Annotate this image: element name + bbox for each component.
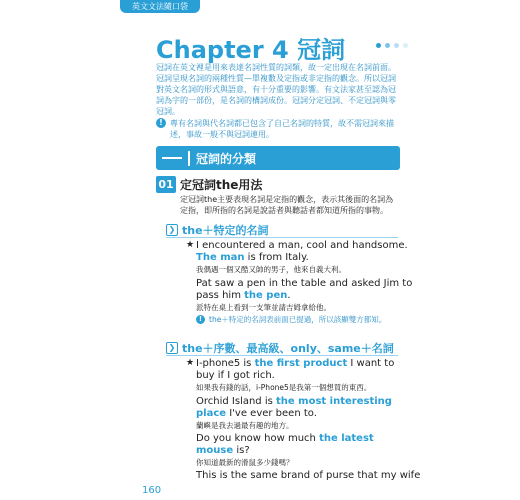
page-number: 160 (142, 485, 162, 496)
example-text: I've ever been to. (226, 408, 317, 419)
chapter-title: Chapter 4 冠詞 (156, 36, 346, 64)
example-text: Do you know how much (196, 433, 320, 444)
dot (394, 43, 399, 48)
header-tab: 英文文法隨口袋 (120, 0, 200, 13)
subsection-number: 01 (156, 176, 176, 193)
topic-heading (166, 340, 394, 356)
example-sentence (196, 278, 414, 302)
divider (188, 151, 190, 166)
example-text: is from Italy. (244, 252, 309, 263)
highlight-phrase: The man (196, 252, 245, 263)
translation: 如果我有錢的話，i-Phone5是我第一個想買的東西。 (196, 383, 372, 392)
example-text: is? (233, 445, 250, 456)
example-sentence (196, 396, 414, 420)
highlight-phrase: the first product (254, 358, 348, 369)
topic-title: the＋序數、最高級、only、same＋名詞 (182, 342, 394, 355)
star-bullet: ★ (186, 358, 195, 368)
tip-text: the＋特定的名詞表前面已提過，所以該顯雙方都知。 (209, 315, 387, 324)
highlight-phrase: the latest mouse (196, 433, 374, 456)
dash-mark (162, 157, 182, 159)
translation: 派特在桌上看到一支筆並請吉姆拿給他。 (196, 303, 331, 312)
example-sentence (196, 358, 414, 382)
example-text: Orchid Island is (196, 396, 276, 407)
translation: 蘭嶼是我去過最有趣的地方。 (196, 421, 294, 430)
section-heading (156, 146, 400, 170)
divider (166, 237, 398, 238)
translation: 我偶遇一個又酷又帥的男子，他來自義大利。 (196, 265, 346, 274)
decorative-dots (376, 43, 408, 48)
example-sentence: This is the same brand of purse that my wife (196, 470, 421, 481)
star-bullet: ★ (186, 240, 195, 250)
dot (385, 43, 390, 48)
subsection-title: 定冠詞the用法 (180, 178, 263, 192)
divider (166, 355, 398, 356)
intro-note-text: 專有名詞與代名詞都已包含了自己名詞的特質，故不需冠詞來描述，事故一般不與冠詞連用。 (170, 119, 394, 139)
example-text: I-phone5 is (196, 358, 255, 369)
highlight-phrase: the most interesting place (196, 396, 392, 419)
translation: 你知道最新的滑鼠多少錢嗎？ (196, 458, 294, 467)
exclamation-icon: ! (156, 118, 166, 128)
dot (376, 43, 381, 48)
example-text: I want to buy if I got rich. (196, 358, 395, 381)
highlight-phrase: the pen (244, 290, 288, 301)
example-text: I encountered a man, cool and handsome. (196, 240, 408, 251)
example-text: Pat saw a pen in the table and asked Jim to pass him (196, 278, 413, 301)
example-text: . (287, 290, 291, 301)
exclamation-icon: ! (196, 315, 205, 324)
topic-title: the＋特定的名詞 (182, 224, 269, 237)
intro-note (156, 118, 400, 140)
section-title: 冠詞的分類 (196, 151, 257, 166)
topic-heading (166, 222, 269, 238)
example-sentence (196, 240, 414, 264)
example-sentence (196, 433, 414, 457)
subsection-description: 定冠詞the主要表現名詞是定指的觀念，表示其後面的名詞為定指，即所指的名詞是說話者與聽話者都知道所指的事物。 (180, 195, 394, 215)
chevron-right-icon: ❯ (166, 224, 178, 236)
chevron-right-icon: ❯ (166, 342, 178, 354)
subsection-heading (156, 176, 262, 193)
dot (403, 43, 408, 48)
tip-note (196, 315, 406, 325)
intro-paragraph: 冠詞在英文裡是用來表達名詞性質的詞類，故一定出現在名詞前面。冠詞呈現名詞的兩種性質—單複數及定指或非定指的觀念。所以冠詞對英文名詞的形式與語意，有十分重要的影響。有文法家甚至認為冠詞為字的一部份，是名詞的構詞成份。冠詞分定冠詞、不定冠詞與零冠詞。 (156, 63, 396, 116)
